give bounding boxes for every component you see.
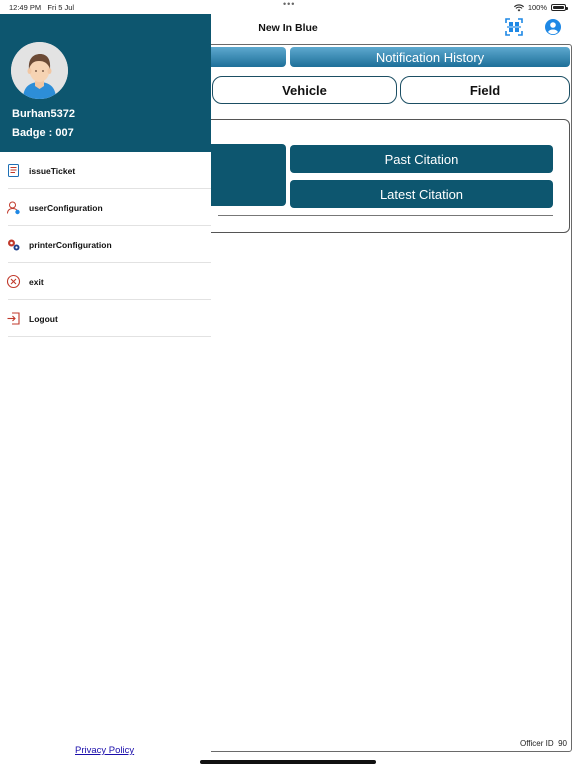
logout-icon — [6, 311, 21, 326]
status-right — [514, 3, 566, 12]
avatar — [11, 42, 68, 99]
page-title: New In Blue — [258, 22, 318, 34]
side-drawer — [0, 14, 211, 768]
menu-item-label: Logout — [29, 314, 58, 324]
user-config-icon — [6, 200, 21, 215]
multitask-dots[interactable]: ••• — [283, 0, 296, 9]
panel-divider — [218, 215, 553, 216]
segment-vehicle[interactable]: Vehicle — [212, 76, 397, 104]
printer-config-icon — [6, 237, 21, 252]
status-time-date — [9, 3, 74, 12]
exit-icon — [6, 274, 21, 289]
drawer-username: Burhan5372 — [12, 108, 75, 120]
tab-notification-history[interactable]: Notification History — [290, 47, 570, 67]
latest-citation-button[interactable]: Latest Citation — [290, 180, 553, 208]
officer-id — [520, 739, 567, 748]
wifi-icon — [514, 4, 524, 12]
menu-item-label: exit — [29, 277, 44, 287]
privacy-policy-link[interactable]: Privacy Policy — [75, 745, 135, 756]
menu-item-issue-ticket[interactable] — [0, 152, 211, 189]
drawer-menu — [0, 152, 211, 337]
menu-item-logout[interactable] — [0, 300, 211, 337]
home-indicator[interactable] — [200, 760, 376, 764]
avatar-icon — [11, 42, 68, 99]
ticket-icon — [6, 163, 21, 178]
account-icon[interactable] — [544, 18, 562, 36]
drawer-header — [0, 14, 211, 152]
battery-percent: 100% — [527, 3, 547, 12]
battery-icon — [551, 4, 566, 11]
menu-item-label: issueTicket — [29, 166, 76, 176]
menu-item-printer-configuration[interactable] — [0, 226, 211, 263]
menu-item-user-configuration[interactable] — [0, 189, 211, 226]
officer-id-label: Officer ID — [520, 739, 554, 748]
status-bar — [0, 0, 576, 14]
segment-field[interactable]: Field — [400, 76, 570, 104]
past-citation-button[interactable]: Past Citation — [290, 145, 553, 173]
menu-item-exit[interactable] — [0, 263, 211, 300]
status-date: Fri 5 Jul — [47, 3, 75, 12]
status-time: 12:49 PM — [9, 3, 42, 12]
menu-item-label: userConfiguration — [29, 203, 103, 213]
drawer-badge: Badge : 007 — [12, 127, 74, 139]
scan-icon[interactable] — [505, 18, 523, 36]
menu-item-label: printerConfiguration — [29, 240, 112, 250]
officer-id-value: 90 — [558, 739, 567, 748]
